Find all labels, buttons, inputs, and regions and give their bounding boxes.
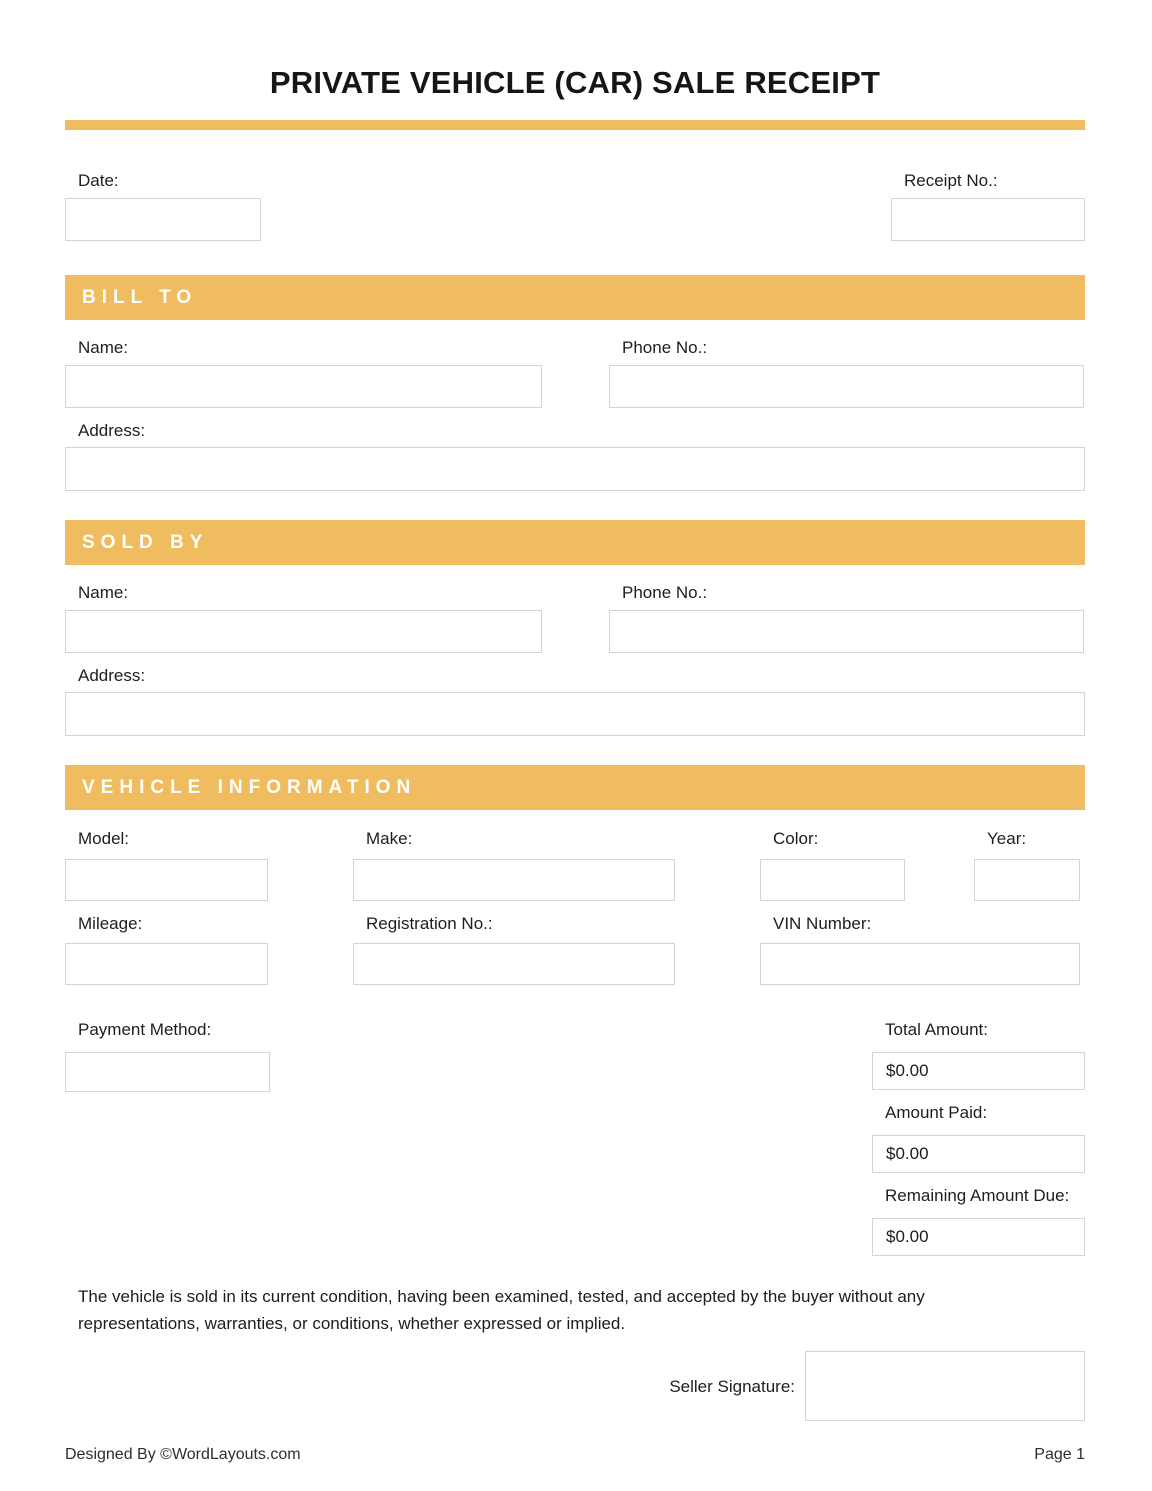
- sold-by-name-field: [65, 582, 542, 653]
- vin-number-field: [760, 913, 1080, 985]
- seller-signature-row: [65, 1351, 1085, 1421]
- amount-paid-label: Amount Paid:: [885, 1103, 988, 1122]
- vehicle-row-1: [65, 828, 1085, 901]
- year-input[interactable]: [974, 859, 1080, 901]
- color-field: [760, 828, 905, 901]
- vehicle-row-2: [65, 913, 1085, 985]
- total-amount-label: Total Amount:: [885, 1020, 989, 1039]
- sold-by-header-bar: [65, 520, 1085, 565]
- bill-to-address-label: Address:: [78, 421, 146, 440]
- receipt-no-label: Receipt No.:: [904, 171, 998, 190]
- seller-signature-label: Seller Signature:: [669, 1376, 795, 1396]
- total-amount-input[interactable]: [872, 1052, 1085, 1090]
- payment-method-input[interactable]: [65, 1052, 270, 1092]
- page-title: PRIVATE VEHICLE (CAR) SALE RECEIPT: [269, 65, 881, 100]
- sold-by-phone-field: [609, 582, 1084, 653]
- year-label: Year:: [987, 829, 1027, 848]
- registration-no-field: [353, 913, 675, 985]
- bill-to-name-field: [65, 337, 542, 408]
- page-footer: [65, 1445, 1085, 1465]
- remaining-amount-due-input[interactable]: [872, 1218, 1085, 1256]
- payment-row: [65, 1019, 1085, 1256]
- bill-to-header: BILL TO: [82, 286, 198, 308]
- sold-by-phone-label: Phone No.:: [622, 583, 708, 602]
- mileage-input[interactable]: [65, 943, 268, 985]
- receipt-page: [65, 0, 1085, 1465]
- date-label: Date:: [78, 171, 119, 190]
- sold-by-name-label: Name:: [78, 583, 129, 602]
- vin-number-input[interactable]: [760, 943, 1080, 985]
- bill-to-name-input[interactable]: [65, 365, 542, 408]
- receipt-no-input[interactable]: [891, 198, 1085, 241]
- accent-divider: [65, 120, 1085, 130]
- seller-signature-box[interactable]: [805, 1351, 1085, 1421]
- registration-no-input[interactable]: [353, 943, 675, 985]
- color-input[interactable]: [760, 859, 905, 901]
- bill-to-name-label: Name:: [78, 338, 129, 357]
- bill-to-header-bar: [65, 275, 1085, 320]
- vehicle-info-header-bar: [65, 765, 1085, 810]
- page-number: Page 1: [1034, 1446, 1085, 1463]
- sold-by-address-input[interactable]: [65, 692, 1085, 736]
- amounts-column: [872, 1019, 1085, 1256]
- remaining-amount-due-label: Remaining Amount Due:: [885, 1186, 1070, 1205]
- sold-by-header: SOLD BY: [82, 531, 209, 553]
- bill-to-phone-field: [609, 337, 1084, 408]
- model-label: Model:: [78, 829, 130, 848]
- make-label: Make:: [366, 829, 413, 848]
- payment-method-field: [65, 1019, 270, 1256]
- meta-row: [65, 170, 1085, 241]
- bill-to-address-input[interactable]: [65, 447, 1085, 491]
- sold-by-address-label: Address:: [78, 666, 146, 685]
- vehicle-info-header: VEHICLE INFORMATION: [82, 776, 417, 798]
- receipt-no-field: [891, 170, 1085, 241]
- bill-to-phone-label: Phone No.:: [622, 338, 708, 357]
- date-input[interactable]: [65, 198, 261, 241]
- model-field: [65, 828, 268, 901]
- vin-number-label: VIN Number:: [773, 914, 872, 933]
- mileage-field: [65, 913, 268, 985]
- amount-paid-input[interactable]: [872, 1135, 1085, 1173]
- bill-to-name-phone-row: [65, 337, 1085, 408]
- footer-credit: Designed By ©WordLayouts.com: [65, 1446, 301, 1463]
- mileage-label: Mileage:: [78, 914, 143, 933]
- registration-no-label: Registration No.:: [366, 914, 493, 933]
- model-input[interactable]: [65, 859, 268, 901]
- date-field: [65, 170, 261, 241]
- sold-by-phone-input[interactable]: [609, 610, 1084, 653]
- color-label: Color:: [773, 829, 819, 848]
- payment-method-label: Payment Method:: [78, 1020, 212, 1039]
- sold-by-name-phone-row: [65, 582, 1085, 653]
- make-input[interactable]: [353, 859, 675, 901]
- condition-disclaimer: The vehicle is sold in its current condition, having been examined, tested, and accepted by the buyer without any representations, warranties, or conditions, whether expressed or implied.: [78, 1287, 925, 1333]
- make-field: [353, 828, 675, 901]
- bill-to-phone-input[interactable]: [609, 365, 1084, 408]
- year-field: [974, 828, 1080, 901]
- sold-by-name-input[interactable]: [65, 610, 542, 653]
